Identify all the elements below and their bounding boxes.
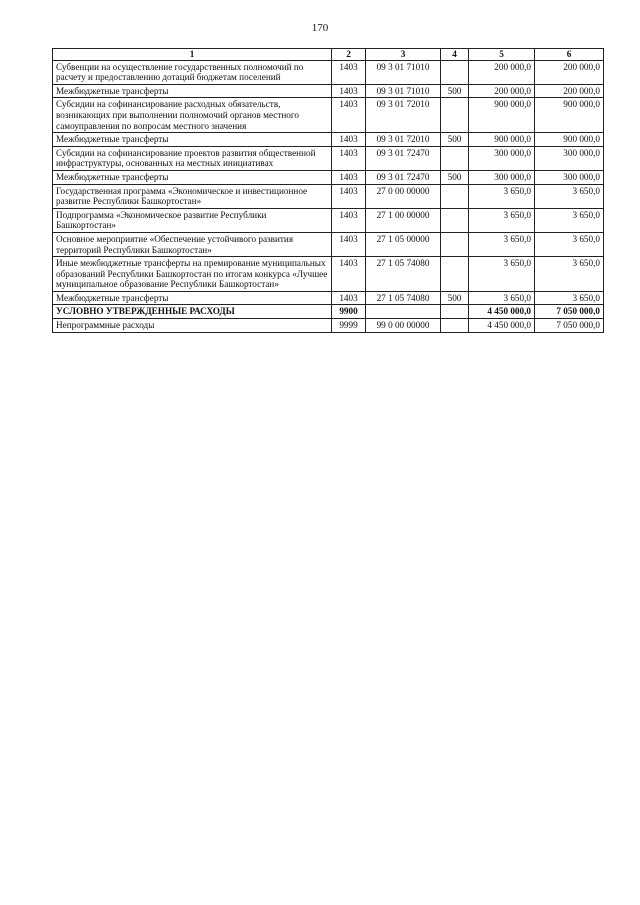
- header-cell: 1: [53, 49, 332, 61]
- amount-year2-cell: 3 650,0: [535, 208, 604, 232]
- section-code-cell: 1403: [332, 257, 366, 292]
- table-body: [53, 60, 604, 332]
- row-name-cell: Основное мероприятие «Обеспечение устойчивого развития территорий Республики Башкортостан»: [53, 232, 332, 256]
- section-code-cell: 1403: [332, 208, 366, 232]
- section-code-cell: 1403: [332, 84, 366, 98]
- amount-year1-cell: 3 650,0: [469, 208, 535, 232]
- row-name-cell: Субсидии на софинансирование расходных обязательств, возникающих при выполнении полномочий органов местного самоуправления по вопросам местного значения: [53, 98, 332, 133]
- expense-type-cell: [441, 208, 469, 232]
- target-article-cell: 27 1 00 00000: [366, 208, 441, 232]
- amount-year2-cell: 300 000,0: [535, 170, 604, 184]
- amount-year1-cell: 900 000,0: [469, 133, 535, 147]
- expense-type-cell: [441, 146, 469, 170]
- row-name-cell: Непрограммные расходы: [53, 319, 332, 333]
- row-name-cell: Субвенции на осуществление государственных полномочий по расчету и предоставлению дотаций бюджетам поселений: [53, 60, 332, 84]
- amount-year2-cell: 3 650,0: [535, 257, 604, 292]
- table-row: [53, 184, 604, 208]
- amount-year2-cell: 7 050 000,0: [535, 319, 604, 333]
- expense-type-cell: [441, 98, 469, 133]
- row-name-cell: Иные межбюджетные трансферты на премирование муниципальных образований Республики Башкортостан по итогам конкурса «Лучшее муниципальное образование Республики Башкортостан»: [53, 257, 332, 292]
- target-article-cell: 99 0 00 00000: [366, 319, 441, 333]
- amount-year2-cell: 200 000,0: [535, 84, 604, 98]
- table-row: [53, 98, 604, 133]
- amount-year1-cell: 4 450 000,0: [469, 305, 535, 319]
- amount-year2-cell: 3 650,0: [535, 291, 604, 305]
- table-row: [53, 60, 604, 84]
- amount-year1-cell: 3 650,0: [469, 257, 535, 292]
- row-name-cell: Межбюджетные трансферты: [53, 84, 332, 98]
- expense-type-cell: 500: [441, 170, 469, 184]
- section-code-cell: 1403: [332, 170, 366, 184]
- amount-year1-cell: 900 000,0: [469, 98, 535, 133]
- row-name-cell: Подпрограмма «Экономическое развитие Республики Башкортостан»: [53, 208, 332, 232]
- amount-year1-cell: 3 650,0: [469, 232, 535, 256]
- amount-year2-cell: 3 650,0: [535, 232, 604, 256]
- table-row: [53, 146, 604, 170]
- target-article-cell: 09 3 01 71010: [366, 84, 441, 98]
- amount-year1-cell: 3 650,0: [469, 291, 535, 305]
- header-cell: 6: [535, 49, 604, 61]
- target-article-cell: 27 1 05 74080: [366, 257, 441, 292]
- amount-year1-cell: 300 000,0: [469, 146, 535, 170]
- page-number: 170: [311, 22, 329, 34]
- target-article-cell: 09 3 01 71010: [366, 60, 441, 84]
- section-code-cell: 1403: [332, 232, 366, 256]
- expense-type-cell: [441, 184, 469, 208]
- amount-year1-cell: 3 650,0: [469, 184, 535, 208]
- target-article-cell: 09 3 01 72010: [366, 133, 441, 147]
- target-article-cell: 09 3 01 72470: [366, 170, 441, 184]
- section-code-cell: 9900: [332, 305, 366, 319]
- table-row: [53, 84, 604, 98]
- row-name-cell: Межбюджетные трансферты: [53, 133, 332, 147]
- table-header-row: [53, 49, 604, 61]
- expense-type-cell: 500: [441, 133, 469, 147]
- target-article-cell: [366, 305, 441, 319]
- header-cell: 4: [441, 49, 469, 61]
- target-article-cell: 09 3 01 72010: [366, 98, 441, 133]
- expense-type-cell: [441, 60, 469, 84]
- table-row: [53, 305, 604, 319]
- amount-year1-cell: 200 000,0: [469, 60, 535, 84]
- header-cell: 5: [469, 49, 535, 61]
- amount-year2-cell: 900 000,0: [535, 98, 604, 133]
- section-code-cell: 1403: [332, 60, 366, 84]
- expense-type-cell: 500: [441, 84, 469, 98]
- table-row: [53, 319, 604, 333]
- amount-year2-cell: 300 000,0: [535, 146, 604, 170]
- table-row: [53, 257, 604, 292]
- amount-year1-cell: 300 000,0: [469, 170, 535, 184]
- target-article-cell: 09 3 01 72470: [366, 146, 441, 170]
- expense-type-cell: [441, 319, 469, 333]
- row-name-cell: Межбюджетные трансферты: [53, 170, 332, 184]
- table-row: [53, 208, 604, 232]
- section-code-cell: 1403: [332, 291, 366, 305]
- row-name-cell: Государственная программа «Экономическое и инвестиционное развитие Республики Башкортостан»: [53, 184, 332, 208]
- table-row: [53, 232, 604, 256]
- amount-year1-cell: 4 450 000,0: [469, 319, 535, 333]
- expense-type-cell: [441, 305, 469, 319]
- table-row: [53, 133, 604, 147]
- header-cell: 3: [366, 49, 441, 61]
- expense-type-cell: [441, 232, 469, 256]
- row-name-cell: Субсидии на софинансирование проектов развития общественной инфраструктуры, основанных на местных инициативах: [53, 146, 332, 170]
- section-code-cell: 1403: [332, 133, 366, 147]
- row-name-cell: Межбюджетные трансферты: [53, 291, 332, 305]
- section-code-cell: 1403: [332, 98, 366, 133]
- budget-table: [52, 48, 604, 333]
- table-row: [53, 170, 604, 184]
- target-article-cell: 27 1 05 00000: [366, 232, 441, 256]
- amount-year1-cell: 200 000,0: [469, 84, 535, 98]
- section-code-cell: 1403: [332, 184, 366, 208]
- amount-year2-cell: 7 050 000,0: [535, 305, 604, 319]
- amount-year2-cell: 3 650,0: [535, 184, 604, 208]
- expense-type-cell: [441, 257, 469, 292]
- section-code-cell: 1403: [332, 146, 366, 170]
- amount-year2-cell: 200 000,0: [535, 60, 604, 84]
- amount-year2-cell: 900 000,0: [535, 133, 604, 147]
- target-article-cell: 27 0 00 00000: [366, 184, 441, 208]
- expense-type-cell: 500: [441, 291, 469, 305]
- header-cell: 2: [332, 49, 366, 61]
- target-article-cell: 27 1 05 74080: [366, 291, 441, 305]
- section-code-cell: 9999: [332, 319, 366, 333]
- table-row: [53, 291, 604, 305]
- row-name-cell: УСЛОВНО УТВЕРЖДЕННЫЕ РАСХОДЫ: [53, 305, 332, 319]
